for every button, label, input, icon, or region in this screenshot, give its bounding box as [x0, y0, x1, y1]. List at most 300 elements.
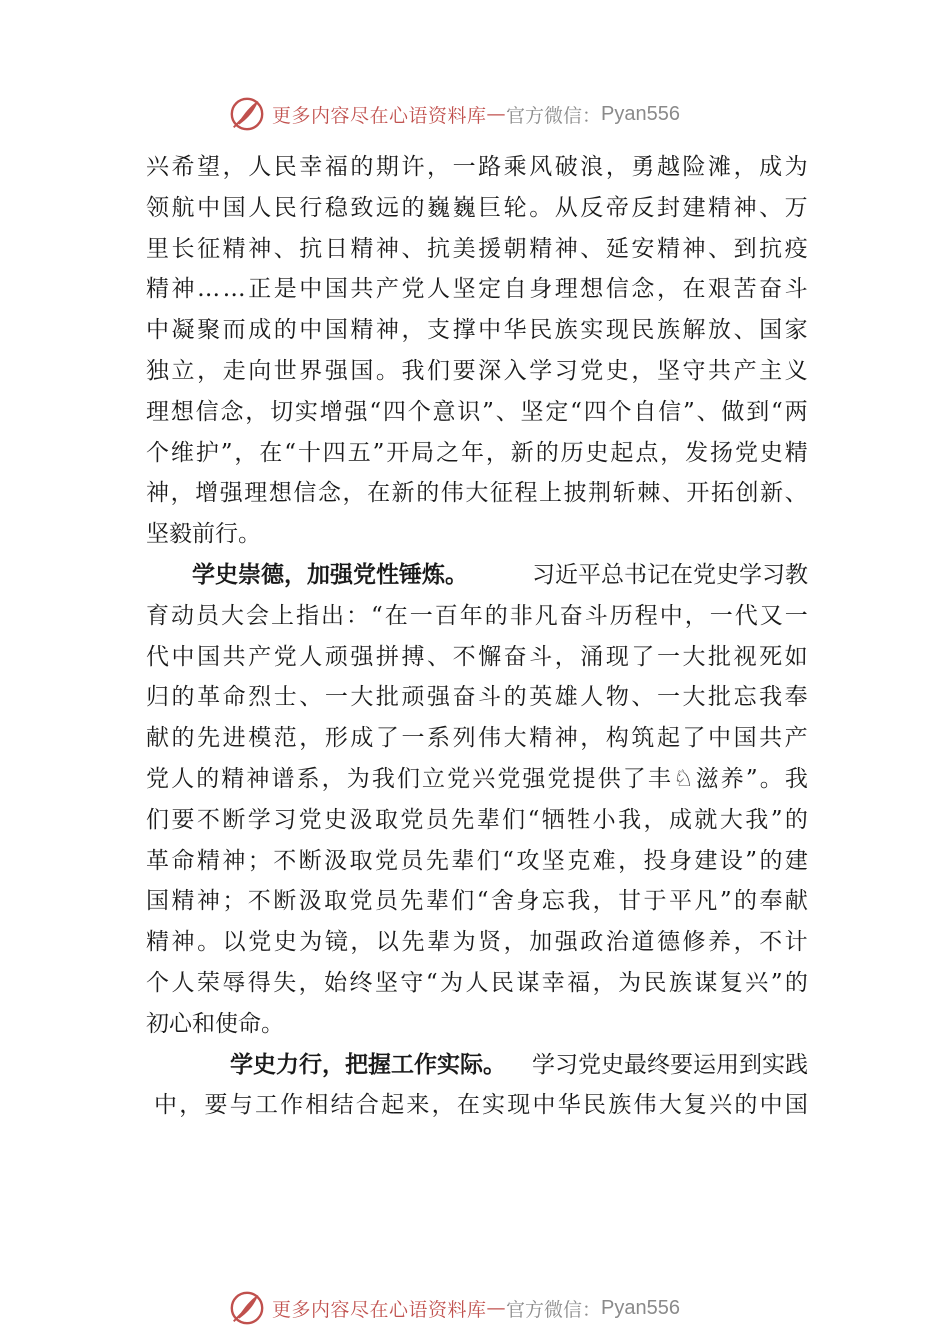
text-char: 形	[324, 725, 348, 752]
text-char: 伟	[633, 1092, 657, 1119]
text-char: 辈	[425, 888, 449, 915]
text-char: 员	[425, 806, 449, 833]
text-char: 国	[324, 317, 348, 344]
text-char: 辈	[427, 929, 451, 956]
text-char: 撑	[452, 317, 476, 344]
text-char: 取	[324, 888, 348, 915]
text-char: 、	[631, 684, 655, 711]
text-char: 稳	[324, 194, 348, 221]
text-char: 养	[720, 765, 744, 792]
text-char: 程	[634, 602, 658, 629]
text-char: 指	[296, 602, 319, 629]
text-char: 党	[273, 643, 297, 670]
text-char: 大	[682, 684, 706, 711]
text-char: 为	[452, 929, 476, 956]
text-char: 国	[324, 276, 348, 303]
text-char: 烈	[248, 684, 272, 711]
text-char: 深	[478, 357, 502, 384]
text-char: 史	[585, 439, 609, 466]
text-char: 我	[567, 888, 591, 915]
text-char: ，	[299, 725, 323, 752]
text-char: 是	[273, 276, 297, 303]
text-line	[146, 922, 808, 963]
text-char: 先	[451, 806, 475, 833]
text-char: 成	[248, 317, 272, 344]
text-char: 自	[503, 276, 527, 303]
text-char: 攻	[516, 847, 540, 874]
text-char: 党	[349, 888, 373, 915]
text-char: 提	[572, 765, 596, 792]
text-char: 领	[146, 194, 169, 221]
text-char: 大	[719, 806, 743, 833]
text-char: 加	[529, 929, 553, 956]
text-char: 共	[350, 276, 374, 303]
text-char: 代	[146, 643, 169, 670]
text-char: 上	[539, 480, 562, 507]
text-char: 百	[434, 602, 458, 629]
text-char: 凝	[171, 317, 195, 344]
text-char: 党	[547, 765, 571, 792]
text-char: 取	[349, 847, 373, 874]
text-char: 又	[759, 602, 783, 629]
text-char: 共	[708, 357, 732, 384]
text-char: 荆	[588, 480, 612, 507]
text-char: 一	[784, 602, 808, 629]
text-char: 我	[401, 357, 425, 384]
text-char: 身	[668, 847, 692, 874]
text-char: 福	[567, 969, 591, 996]
text-line	[146, 841, 808, 882]
text-char: 两	[784, 398, 808, 425]
text-char: ，	[592, 888, 616, 915]
text-line	[146, 392, 808, 433]
text-char: 理	[554, 276, 578, 303]
text-char: 党	[146, 765, 169, 792]
text-char: “	[425, 969, 438, 996]
text-char: 的	[784, 806, 808, 833]
text-char: 神	[682, 235, 706, 262]
banner-text: 更多内容尽在心语资料库	[272, 104, 487, 127]
text-char: 搏	[401, 643, 425, 670]
text-line	[146, 555, 808, 596]
text-line: 坚毅前行。	[146, 521, 261, 548]
text-char: 党	[401, 276, 425, 303]
text-char: 巍	[427, 194, 451, 221]
text-char: …	[197, 276, 221, 303]
text-char: 我	[745, 806, 769, 833]
text-char: 斗	[478, 684, 502, 711]
text-line	[146, 881, 808, 922]
text-char: 辱	[222, 969, 246, 996]
text-char: ，	[321, 765, 345, 792]
text-char: 、	[299, 684, 323, 711]
text-char: ，	[605, 154, 629, 180]
text-char: 列	[452, 725, 476, 752]
text-char: 。	[375, 357, 399, 384]
text-char: 拓	[710, 480, 734, 507]
text-char: 作	[280, 1092, 304, 1119]
text-char: ，	[643, 806, 667, 833]
text-char: 中	[759, 1092, 783, 1119]
text-char: 谋	[516, 969, 540, 996]
text-char: 国	[784, 1092, 808, 1119]
text-char: 上	[271, 602, 294, 629]
text-char: 人	[171, 969, 195, 996]
text-char: 合	[355, 1092, 379, 1119]
text-char: 员	[196, 602, 219, 629]
text-char: 党	[447, 765, 471, 792]
text-char: 长	[171, 235, 195, 262]
document-body	[146, 147, 808, 1126]
text-char: 、	[661, 480, 685, 507]
text-char: 人	[580, 684, 604, 711]
text-char: “	[527, 806, 540, 833]
text-char: 辈	[451, 847, 475, 874]
text-char: 解	[682, 317, 706, 344]
text-char: 斗	[784, 276, 808, 303]
text-char: ，	[350, 929, 374, 956]
text-char: 凡	[694, 888, 718, 915]
text-char: 一	[656, 684, 680, 711]
text-char: 丰	[647, 765, 671, 792]
text-char: 局	[411, 439, 435, 466]
text-char: 懈	[478, 643, 502, 670]
text-char: 走	[222, 357, 246, 384]
text-char: 取	[374, 806, 398, 833]
text-char: 精	[146, 929, 169, 956]
text-char: 员	[374, 888, 398, 915]
text-char: 道	[631, 929, 655, 956]
text-char: 之	[436, 439, 460, 466]
text-char: 舍	[490, 888, 514, 915]
text-char: 党	[374, 847, 398, 874]
text-char: 们	[146, 806, 169, 833]
text-char: 致	[350, 194, 374, 221]
text-char: 汲	[324, 847, 348, 874]
text-char: 强	[219, 480, 243, 507]
text-char: ，	[684, 602, 708, 629]
text-char: 疫	[784, 235, 808, 262]
text-char: 国	[759, 317, 783, 344]
text-char: 的	[416, 480, 440, 507]
text-char: 许	[401, 154, 425, 180]
text-char: 到	[733, 235, 757, 262]
text-char: 定	[478, 276, 502, 303]
text-char: 抗	[759, 235, 783, 262]
text-char: 人	[427, 276, 451, 303]
text-line	[146, 188, 808, 229]
text-char: 幸	[541, 969, 565, 996]
text-char: 程	[514, 480, 538, 507]
text-char: 期	[375, 154, 399, 180]
text-char: 贤	[478, 929, 502, 956]
text-char: 中	[299, 276, 323, 303]
text-char: 、	[580, 235, 604, 262]
text-char: 国	[350, 357, 374, 384]
text-char: 中	[299, 317, 323, 344]
text-char: 复	[719, 969, 743, 996]
text-char: 顽	[324, 643, 348, 670]
text-char: 批	[708, 643, 732, 670]
text-char: 凡	[534, 602, 558, 629]
text-char: 中	[171, 643, 195, 670]
text-char: 坚	[520, 398, 544, 425]
text-line	[146, 229, 808, 270]
text-char: 中	[146, 317, 169, 344]
text-char: 断	[222, 806, 246, 833]
text-char: 精	[221, 765, 245, 792]
text-char: 习	[554, 357, 578, 384]
text-char: 朝	[503, 235, 527, 262]
text-char: 出	[321, 602, 344, 629]
text-char: 的	[484, 602, 508, 629]
text-char: 坚	[374, 969, 398, 996]
text-char: 信	[658, 398, 682, 425]
text-char: 断	[273, 888, 297, 915]
text-segment: 学习党史最终要运用到实践	[532, 1051, 808, 1078]
text-char: 产	[375, 276, 399, 303]
text-char: 神	[375, 317, 399, 344]
text-char: 远	[375, 194, 399, 221]
text-char: 做	[721, 398, 745, 425]
text-char: 、	[495, 398, 519, 425]
text-char: ，	[656, 276, 680, 303]
text-char: ；	[222, 888, 246, 915]
text-char: 命	[171, 847, 195, 874]
paragraph-2	[146, 555, 808, 1045]
feather-quill-logo-icon	[228, 1289, 266, 1327]
text-char: 披	[563, 480, 587, 507]
text-char: 于	[643, 888, 667, 915]
text-char: 实	[580, 317, 604, 344]
text-char: 人	[248, 194, 272, 221]
text-char: 大	[503, 725, 527, 752]
text-char: 里	[146, 235, 169, 262]
text-char: 建	[784, 847, 808, 874]
text-char: 守	[682, 357, 706, 384]
text-char: 神	[375, 235, 399, 262]
text-char: 共	[759, 725, 783, 752]
text-char: 、	[759, 194, 783, 221]
text-char: 巨	[478, 194, 502, 221]
text-char: “	[570, 398, 582, 425]
text-char: 的	[171, 684, 195, 711]
text-char: 史	[759, 439, 783, 466]
text-char: 们	[427, 357, 451, 384]
text-char: 的	[784, 969, 808, 996]
text-char: 伟	[478, 725, 502, 752]
text-char: 牲	[567, 806, 591, 833]
text-char: 理	[244, 480, 268, 507]
text-char: 守	[400, 969, 424, 996]
text-char: 的	[273, 317, 297, 344]
text-char: 精	[656, 235, 680, 262]
text-char: ”	[745, 847, 758, 874]
text-char: 顽	[401, 684, 425, 711]
text-char: 族	[554, 317, 578, 344]
text-char: 艰	[708, 276, 732, 303]
text-char: ，	[197, 357, 221, 384]
text-char: 念	[220, 398, 244, 425]
text-char: 反	[631, 194, 655, 221]
text-char: 起	[656, 725, 680, 752]
text-char: ，	[503, 929, 527, 956]
text-char: 一	[409, 602, 433, 629]
text-char: 入	[503, 357, 527, 384]
text-char: ♘	[672, 765, 694, 792]
text-char: ，	[401, 317, 425, 344]
text-char: 兴	[709, 1092, 733, 1119]
text-char: 切	[270, 398, 294, 425]
text-char: 学	[247, 806, 271, 833]
text-char: 投	[643, 847, 667, 874]
text-line	[146, 147, 808, 188]
text-char: 要	[204, 1092, 228, 1119]
text-char: 勇	[631, 154, 655, 180]
text-char: ，	[660, 439, 684, 466]
text-char: 正	[248, 276, 272, 303]
text-line: 初心和使命。	[146, 1010, 284, 1037]
text-char: 献	[146, 725, 169, 752]
text-char: 了	[622, 765, 646, 792]
text-char: 甘	[618, 888, 642, 915]
text-line	[146, 433, 808, 474]
text-char: 的	[734, 1092, 758, 1119]
text-char: 们	[502, 806, 526, 833]
text-char: 的	[503, 684, 527, 711]
text-char: 的	[350, 154, 374, 180]
text-char: 成	[668, 806, 692, 833]
text-char: ，	[431, 1092, 455, 1119]
text-char: 历	[609, 602, 633, 629]
text-char: 世	[273, 357, 297, 384]
text-char: 在	[259, 439, 283, 466]
text-char: 系	[427, 725, 451, 752]
text-char: 精	[222, 235, 246, 262]
text-char: 中	[478, 317, 502, 344]
text-char: 新	[510, 439, 534, 466]
text-char: 四	[382, 398, 406, 425]
text-char: 信	[605, 276, 629, 303]
text-char: 了	[631, 643, 655, 670]
text-char: ，	[427, 154, 451, 180]
text-char: ，	[298, 969, 322, 996]
text-char: ，	[554, 643, 578, 670]
text-char: 如	[784, 643, 808, 670]
text-char: 聚	[197, 317, 221, 344]
text-char: 识	[457, 398, 481, 425]
text-char: 放	[708, 317, 732, 344]
text-char: 一	[656, 643, 680, 670]
banner-wechat-label: 官方微信：	[506, 1298, 602, 1321]
text-char: 平	[668, 888, 692, 915]
header-banner	[228, 94, 728, 134]
text-char: 雄	[554, 684, 578, 711]
text-char: 建	[682, 194, 706, 221]
text-char: 个	[146, 969, 169, 996]
text-char: 非	[509, 602, 533, 629]
text-char: 神	[246, 765, 270, 792]
text-char: 坚	[656, 357, 680, 384]
text-char: 强	[522, 765, 546, 792]
text-char: 行	[299, 194, 323, 221]
text-char: 四	[583, 398, 607, 425]
text-char: 自	[633, 398, 657, 425]
text-char: 大	[658, 1092, 682, 1119]
text-char: 小	[592, 806, 616, 833]
text-char: 代	[734, 602, 758, 629]
text-char: 先	[197, 725, 221, 752]
text-char: 养	[708, 929, 732, 956]
text-char: 族	[608, 1092, 632, 1119]
text-char: ，	[485, 439, 509, 466]
text-char: 不	[273, 847, 297, 874]
text-char: 伟	[440, 480, 464, 507]
text-char: 建	[694, 847, 718, 874]
text-char: 神	[171, 929, 195, 956]
text-char: 希	[171, 154, 195, 180]
text-line	[146, 1085, 808, 1126]
text-char: 万	[784, 194, 808, 221]
text-char: 、	[696, 398, 720, 425]
text-char: 政	[580, 929, 604, 956]
text-char: 。	[197, 929, 221, 956]
text-char: 历	[560, 439, 584, 466]
text-char: 援	[478, 235, 502, 262]
text-char: 兴	[146, 154, 169, 180]
text-char: “	[771, 398, 783, 425]
text-char: 义	[784, 357, 808, 384]
text-char: 汲	[298, 888, 322, 915]
text-char: 结	[330, 1092, 354, 1119]
text-char: 国	[146, 888, 169, 915]
text-char: 实	[294, 398, 318, 425]
text-line	[146, 759, 808, 800]
text-char: 先	[401, 929, 425, 956]
text-char: 越	[656, 154, 680, 180]
text-char: 归	[146, 684, 169, 711]
text-char: 会	[246, 602, 269, 629]
text-char: 望	[197, 154, 221, 180]
text-char: 一	[452, 154, 476, 180]
text-char: 新	[391, 480, 415, 507]
text-char: 增	[319, 398, 343, 425]
text-char: ”	[372, 439, 385, 466]
text-char: 育	[146, 602, 169, 629]
text-char: 范	[273, 725, 297, 752]
text-line	[146, 596, 808, 637]
text-char: 兴	[472, 765, 496, 792]
text-char: ，	[234, 439, 258, 466]
text-char: 模	[248, 725, 272, 752]
text-char: 抗	[427, 235, 451, 262]
text-char: 苦	[733, 276, 757, 303]
text-char: 失	[273, 969, 297, 996]
text-char: 神	[554, 725, 578, 752]
text-char: 视	[733, 643, 757, 670]
text-char: 史	[324, 806, 348, 833]
text-char: 延	[605, 235, 629, 262]
text-char: 要	[452, 357, 476, 384]
text-char: 们	[476, 847, 500, 874]
text-char: 拼	[375, 643, 399, 670]
text-char: 我	[784, 765, 808, 792]
text-char: 神	[222, 847, 246, 874]
text-line	[146, 800, 808, 841]
text-char: 相	[305, 1092, 329, 1119]
text-char: 向	[248, 357, 272, 384]
text-char: 以	[222, 929, 246, 956]
